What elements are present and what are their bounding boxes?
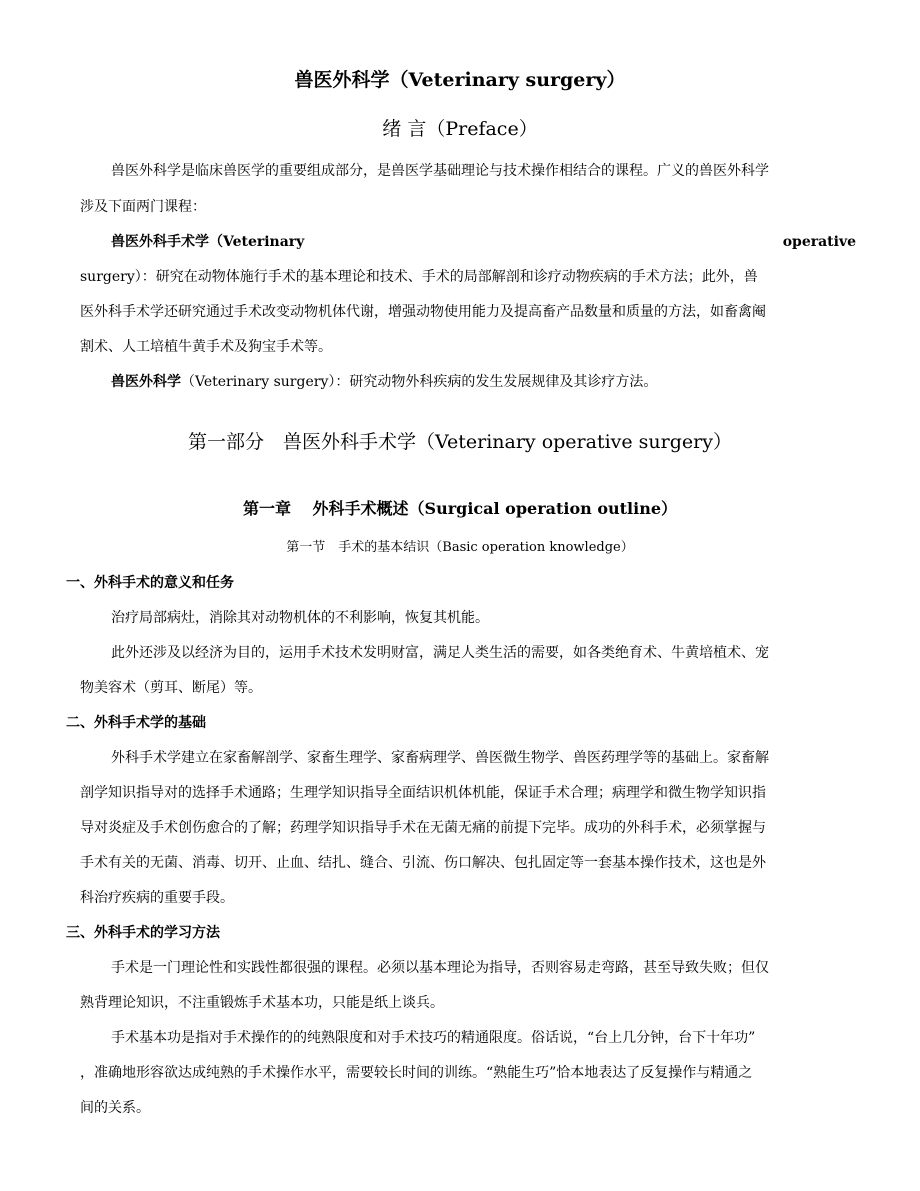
paragraph-line: 剖学知识指导对的选择手术通路；生理学知识指导全面结识机体机能，保证手术合理；病理学和微生物学知识指 — [80, 785, 766, 801]
operative-def-line: 医外科手术学还研究通过手术改变动物机体代谢，增强动物使用能力及提高畜产品数量和质量的方法，如畜禽阉 — [80, 304, 766, 320]
paragraph-line: 手术基本功是指对手术操作的的纯熟限度和对手术技巧的精通限度。俗话说，“台上几分钟，台下十年功” — [111, 1030, 756, 1046]
paragraph-line: 熟背理论知识，不注重锻炼手术基本功，只能是纸上谈兵。 — [80, 995, 444, 1011]
operative-def-line: surgery）：研究在动物体施行手术的基本理论和技术、手术的局部解剖和诊疗动物疾病的手术方法；此外，兽 — [80, 269, 758, 285]
surgery-def-text: （Veterinary surgery）：研究动物外科疾病的发生发展规律及其诊疗方法。 — [181, 374, 658, 390]
paragraph-line: 导对炎症及手术创伤愈合的了解；药理学知识指导手术在无菌无痛的前提下完毕。成功的外科手术，必须掌握与 — [80, 820, 766, 836]
paragraph-line: 手术有关的无菌、消毒、切开、止血、结扎、缝合、引流、伤口解决、包扎固定等一套基本操作技术，这也是外 — [80, 855, 766, 871]
paragraph-line: 间的关系。 — [80, 1100, 150, 1116]
intro-line: 涉及下面两门课程： — [80, 199, 206, 215]
paragraph-line: 手术是一门理论性和实践性都很强的课程。必须以基本理论为指导，否则容易走弯路，甚至导致失败；但仅 — [111, 960, 769, 976]
operative-def-line: 割术、人工培植牛黄手术及狗宝手术等。 — [80, 339, 332, 355]
paragraph-line: ，准确地形容欲达成纯熟的手术操作水平，需要较长时间的训练。“熟能生巧”恰本地表达了反复操作与精通之 — [80, 1065, 753, 1081]
subsection-heading: 一、外科手术的意义和任务 — [66, 575, 234, 591]
section-heading: 第一节 手术的基本结识（Basic operation knowledge） — [286, 540, 634, 555]
operative-term-part2: operative — [782, 234, 856, 250]
paragraph-line: 此外还涉及以经济为目的，运用手术技术发明财富，满足人类生活的需要，如各类绝育术、牛黄培植术、宠 — [111, 645, 769, 661]
operative-surgery-term — [111, 233, 856, 251]
document-title: 兽医外科学（Veterinary surgery） — [294, 69, 626, 91]
paragraph-line: 科治疗疾病的重要手段。 — [80, 890, 234, 906]
chapter-heading: 第一章 外科手术概述（Surgical operation outline） — [242, 499, 678, 518]
surgery-term: 兽医外科学 — [111, 374, 181, 390]
subsection-heading: 二、外科手术学的基础 — [66, 715, 206, 731]
paragraph-line: 外科手术学建立在家畜解剖学、家畜生理学、家畜病理学、兽医微生物学、兽医药理学等的基础上。家畜解 — [111, 750, 769, 766]
paragraph-line: 物美容术（剪耳、断尾）等。 — [80, 680, 262, 696]
intro-line: 兽医外科学是临床兽医学的重要组成部分，是兽医学基础理论与技术操作相结合的课程。广义的兽医外科学 — [111, 163, 769, 179]
surgery-definition — [111, 373, 657, 391]
preface-heading: 绪 言（Preface） — [382, 118, 538, 140]
part-heading: 第一部分 兽医外科手术学（Veterinary operative surgery） — [188, 431, 732, 453]
operative-term-part1: 兽医外科手术学（Veterinary — [111, 234, 305, 250]
paragraph-line: 治疗局部病灶，消除其对动物机体的不利影响，恢复其机能。 — [111, 610, 489, 626]
subsection-heading: 三、外科手术的学习方法 — [66, 925, 220, 941]
